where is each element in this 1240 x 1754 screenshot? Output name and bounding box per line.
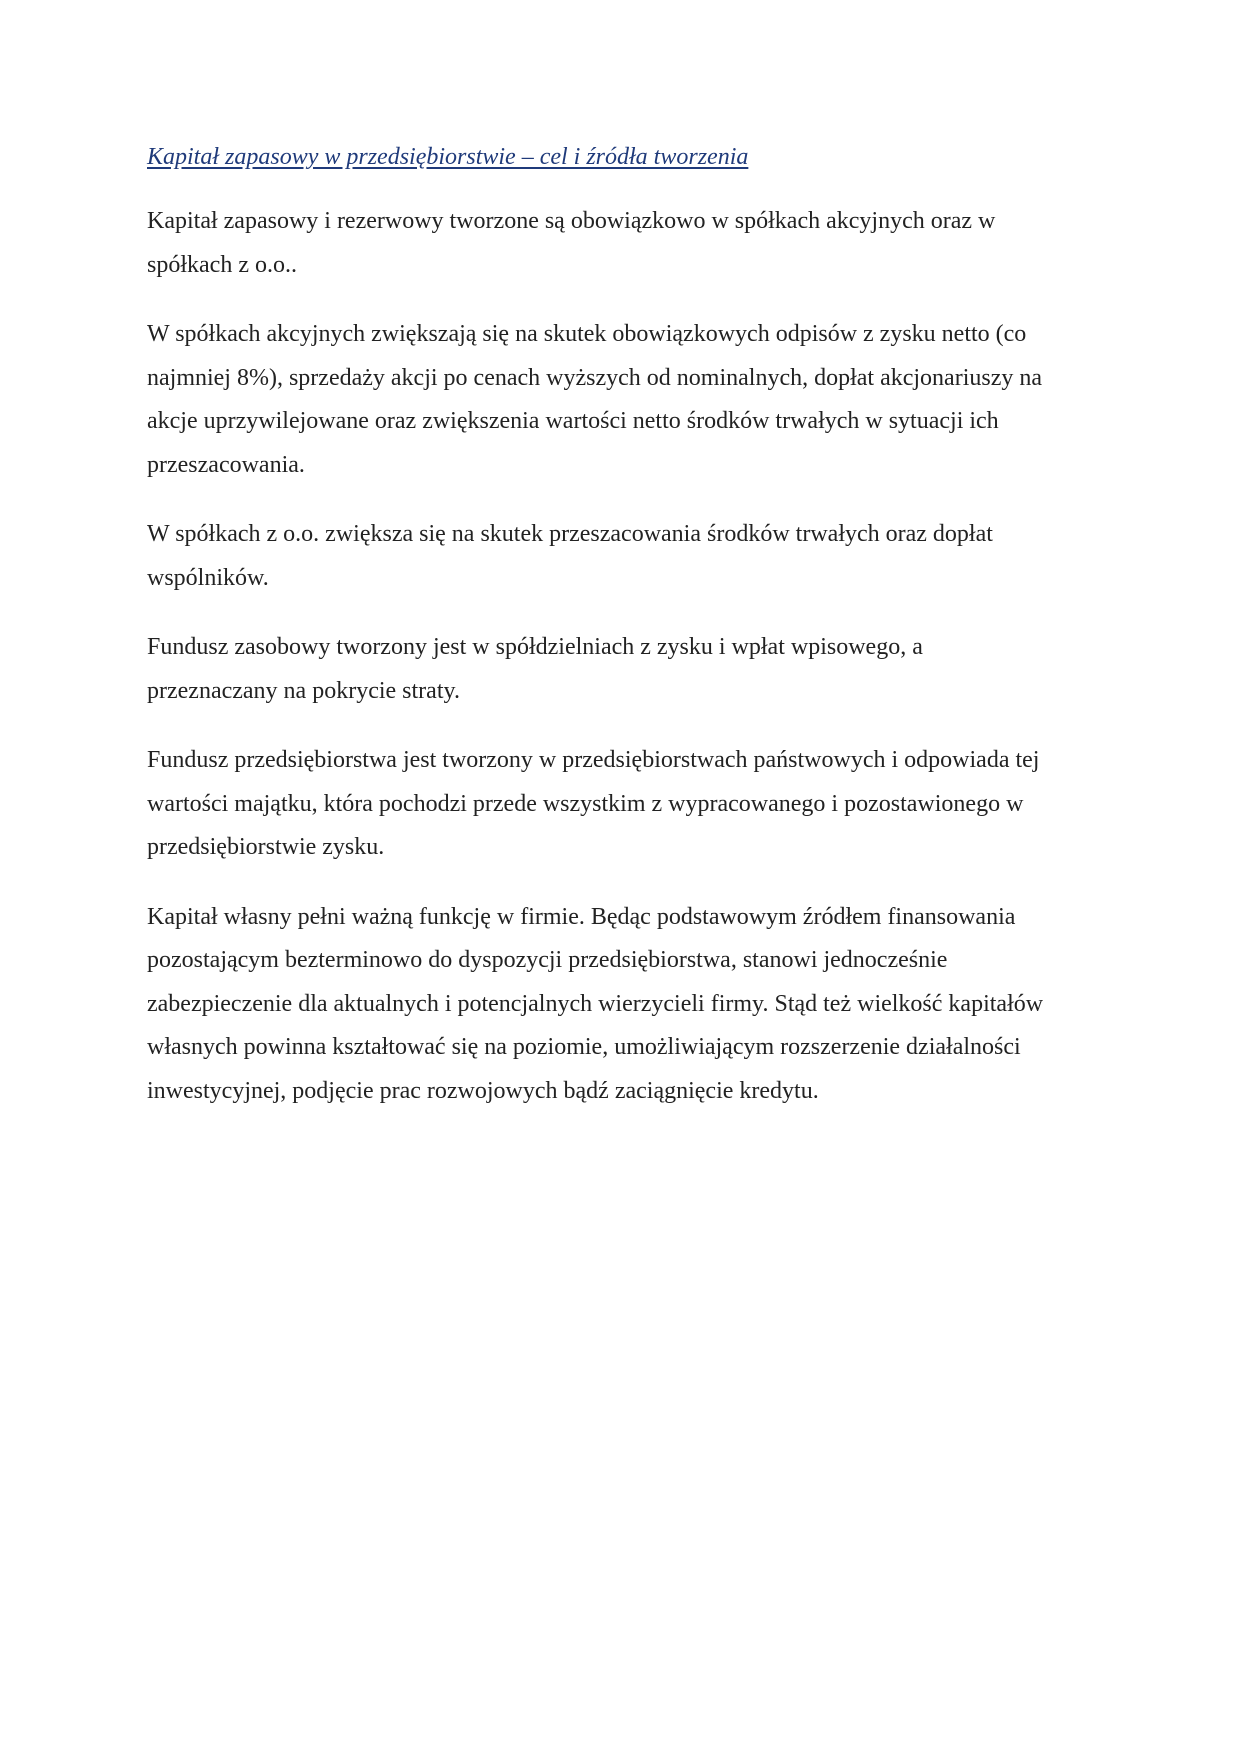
- paragraph-line: W spółkach z o.o. zwiększa się na skutek przeszacowania środków trwałych oraz dopłat: [147, 521, 993, 547]
- paragraph-line: spółkach z o.o..: [147, 251, 297, 278]
- paragraph-3: [147, 513, 1107, 600]
- paragraph-line: Fundusz zasobowy tworzony jest w spółdzielniach z zysku i wpłat wpisowego, a: [147, 634, 923, 660]
- paragraph-line: przeszacowania.: [147, 451, 305, 478]
- paragraph-line: akcje uprzywilejowane oraz zwiększenia wartości netto środków trwałych w sytuacji ich: [147, 408, 999, 434]
- paragraph-line: przeznaczany na pokrycie straty.: [147, 677, 460, 704]
- paragraph-line: własnych powinna kształtować się na poziomie, umożliwiającym rozszerzenie działalności: [147, 1034, 1021, 1060]
- paragraph-line: inwestycyjnej, podjęcie prac rozwojowych bądź zaciągnięcie kredytu.: [147, 1077, 819, 1104]
- paragraph-line: najmniej 8%), sprzedaży akcji po cenach wyższych od nominalnych, dopłat akcjonariuszy na: [147, 364, 1043, 391]
- paragraph-6: [147, 896, 1107, 1114]
- document-page: [147, 140, 1107, 1139]
- paragraph-line: Fundusz przedsiębiorstwa jest tworzony w przedsiębiorstwach państwowych i odpowiada tej: [147, 747, 1040, 773]
- document-title-link[interactable]: Kapitał zapasowy w przedsiębiorstwie – cel i źródła tworzenia: [147, 144, 749, 170]
- paragraph-line: W spółkach akcyjnych zwiększają się na skutek obowiązkowych odpisów z zysku netto (co: [147, 321, 1027, 347]
- paragraph-line: pozostającym bezterminowo do dyspozycji przedsiębiorstwa, stanowi jednocześnie: [147, 947, 948, 973]
- paragraph-1: [147, 200, 1107, 287]
- paragraph-line: Kapitał zapasowy i rezerwowy tworzone są obowiązkowo w spółkach akcyjnych oraz w: [147, 208, 996, 234]
- paragraph-line: zabezpieczenie dla aktualnych i potencjalnych wierzycieli firmy. Stąd też wielkość kapitałów: [147, 990, 1044, 1017]
- paragraph-line: wartości majątku, która pochodzi przede wszystkim z wypracowanego i pozostawionego w: [147, 790, 1024, 817]
- paragraph-4: [147, 626, 1107, 713]
- paragraph-line: Kapitał własny pełni ważną funkcję w firmie. Będąc podstawowym źródłem finansowania: [147, 903, 1016, 930]
- paragraph-5: [147, 739, 1107, 870]
- paragraph-line: wspólników.: [147, 564, 269, 591]
- paragraph-2: [147, 313, 1107, 487]
- paragraph-line: przedsiębiorstwie zysku.: [147, 834, 385, 860]
